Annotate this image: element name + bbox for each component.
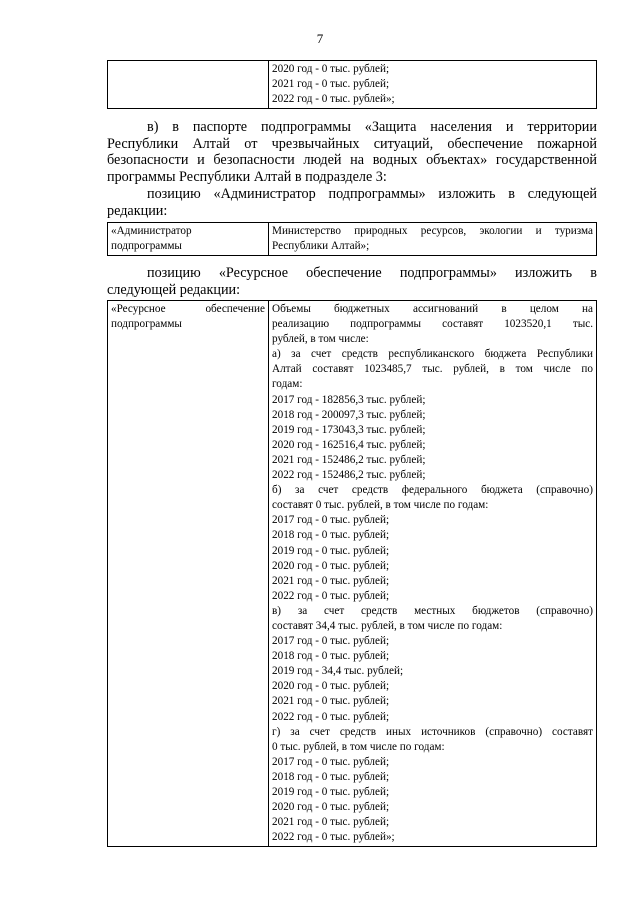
cell-line: 2021 год - 0 тыс. рублей; [272, 574, 390, 587]
paragraph-line: Республики Алтай от чрезвычайных ситуаций, обеспечение пожарной [107, 135, 597, 152]
cell-line: 2018 год - 200097,3 тыс. рублей; [272, 408, 426, 421]
cell-line: 0 тыс. рублей, в том числе по годам: [272, 740, 445, 753]
cell-line: 2020 год - 0 тыс. рублей; [272, 801, 390, 814]
cell-line: 2022 год - 0 тыс. рублей; [272, 589, 390, 602]
cell-line: Алтай составят 1023485,7 тыс. рублей, в том числе по [272, 363, 593, 376]
cell-line: 2021 год - 0 тыс. рублей; [272, 816, 390, 829]
cell-line: 2017 год - 0 тыс. рублей; [272, 755, 390, 768]
cell-line: б) за счет средств федерального бюджета (справочно) [272, 484, 593, 497]
resource-value-cell [269, 301, 597, 847]
cell-line: 2017 год - 0 тыс. рублей; [272, 514, 390, 527]
administrator-value-cell [269, 223, 597, 256]
cell-line: 2017 год - 182856,3 тыс. рублей; [272, 393, 426, 406]
empty-label-cell [108, 61, 269, 109]
cell-line: 2022 год - 152486,2 тыс. рублей; [272, 469, 426, 482]
paragraph-line: в) в паспорте подпрограммы «Защита населения и территории [147, 119, 597, 135]
cell-line: Республики Алтай»; [272, 240, 370, 253]
cell-line: 2020 год - 0 тыс. рублей; [272, 680, 390, 693]
cell-line: 2021 год - 152486,2 тыс. рублей; [272, 453, 426, 466]
cell-line: «Администратор [111, 225, 192, 237]
budget-line: 2021 год - 0 тыс. рублей; [272, 78, 390, 91]
cell-line: Министерство природных ресурсов, экологии и туризма [272, 225, 593, 237]
cell-line: 2018 год - 0 тыс. рублей; [272, 650, 390, 663]
paragraph-line: позицию «Ресурсное обеспечение подпрограммы» изложить в [147, 265, 597, 281]
paragraph-line: следующей редакции: [107, 281, 241, 298]
cell-line: рублей, в том числе: [272, 333, 369, 346]
cell-line: составят 0 тыс. рублей, в том числе по годам: [272, 499, 489, 512]
administrator-table [107, 222, 597, 256]
cell-line: Объемы бюджетных ассигнований в целом на [272, 303, 593, 315]
cell-line: 2018 год - 0 тыс. рублей; [272, 770, 390, 783]
paragraph-line: безопасности и безопасности людей на водных объектах» государственной [107, 152, 597, 169]
administrator-label-cell [108, 223, 269, 256]
cell-line: подпрограммы [111, 240, 182, 253]
paragraph-line: редакции: [107, 202, 168, 219]
cell-line: реализацию подпрограммы составят 1023520,1 тыс. [272, 318, 593, 331]
cell-line: 2020 год - 162516,4 тыс. рублей; [272, 438, 426, 451]
budget-line: 2022 год - 0 тыс. рублей»; [272, 93, 395, 106]
cell-line: 2019 год - 0 тыс. рублей; [272, 544, 390, 557]
budget-continuation-table [107, 60, 597, 109]
cell-line: 2021 год - 0 тыс. рублей; [272, 695, 390, 708]
cell-line: 2022 год - 0 тыс. рублей»; [272, 831, 395, 844]
page-number: 7 [316, 31, 324, 46]
cell-line: 2019 год - 0 тыс. рублей; [272, 786, 390, 798]
cell-line: 2022 год - 0 тыс. рублей; [272, 710, 390, 723]
paragraph-line: позицию «Администратор подпрограммы» изложить в следующей [147, 186, 597, 202]
cell-line: в) за счет средств местных бюджетов (справочно) [272, 604, 593, 617]
paragraph-v [107, 119, 597, 185]
paragraph-administrator [107, 186, 597, 219]
resource-table [107, 300, 597, 847]
paragraph-resource [107, 265, 597, 298]
resource-label-cell [108, 301, 269, 847]
cell-line: 2018 год - 0 тыс. рублей; [272, 529, 390, 542]
cell-line: 2019 год - 173043,3 тыс. рублей; [272, 423, 426, 436]
budget-years-cell [269, 61, 597, 109]
cell-line: 2017 год - 0 тыс. рублей; [272, 635, 390, 648]
cell-line: составят 34,4 тыс. рублей, в том числе по годам: [272, 619, 503, 632]
cell-line: 2019 год - 34,4 тыс. рублей; [272, 665, 404, 678]
cell-line: 2020 год - 0 тыс. рублей; [272, 559, 390, 572]
paragraph-line: программы Республики Алтай в подразделе 3: [107, 168, 387, 185]
cell-line: а) за счет средств республиканского бюджета Республики [272, 348, 593, 361]
cell-line: годам: [272, 378, 303, 391]
cell-line: г) за счет средств иных источников (справочно) составят [272, 725, 593, 738]
cell-line: подпрограммы [111, 318, 182, 331]
budget-line: 2020 год - 0 тыс. рублей; [272, 63, 390, 75]
cell-line: «Ресурсное обеспечение [111, 303, 265, 315]
